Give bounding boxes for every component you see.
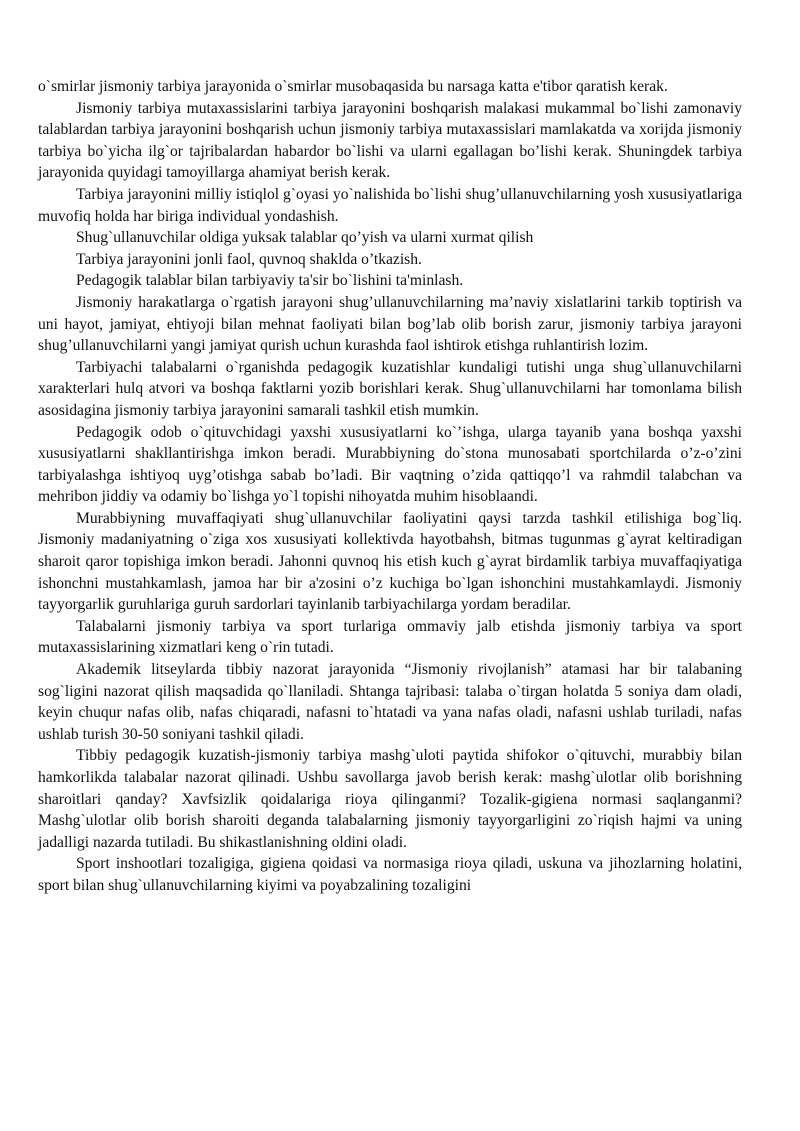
paragraph-continuation: o`smirlar jismoniy tarbiya jarayonida o`smirlar musobaqasida bu narsaga katta e'tibor qaratish kerak. xyxy=(38,78,668,95)
paragraph: Pedagogik odob o`qituvchidagi yaxshi xususiyatlarni ko`’ishga, ularga tayanib yana boshqa yaxshi xususiyatlarni shakllantirishga imkon beradi. Murabbiyning do`stona munosabati sportchilarda o’z-o’zini tarbiyalashga ishtiyoq uyg’otishga sabab bo’ladi. Bir vaqtning o’zida qattiqqo’l va rahmdil talabchan va mehribon jiddiy va odamiy bo`lishga yo`l topishi nihoyatda muhim hisoblaandi. xyxy=(38,423,742,506)
paragraph: Sport inshootlari tozaligiga, gigiena qoidasi va normasiga rioya qiladi, uskuna va jihozlarning holatini, sport bilan shug`ullanuvchilarning kiyimi va poyabzalining tozaligini xyxy=(38,855,742,894)
paragraph: Tarbiya jarayonini milliy istiqlol g`oyasi yo`nalishida bo`lishi shug’ullanuvchilarning yosh xususiyatlariga muvofiq holda har biriga individual yondashish. xyxy=(38,185,742,225)
paragraph: Jismoniy tarbiya mutaxassislarini tarbiya jarayonini boshqarish malakasi mukammal bo`lishi zamonaviy talablardan tarbiya jarayonini boshqarish uchun jismoniy tarbiya mutaxassislari mamlakatda va xorijda jismoniy tarbiya bo`yicha ilg`or tajribalardan habardor bo`lishi va ularni egallagan bo’lishi kerak. Shuningdek tarbiya jarayonida quyidagi tamoyillarga ahamiyat berish kerak. xyxy=(38,99,742,182)
paragraph: Akademik litseylarda tibbiy nazorat jarayonida “Jismoniy rivojlanish” atamasi har bir talabaning sog`ligini nazorat qilish maqsadida qo`llaniladi. Shtanga tajribasi: talaba o`tirgan holatda 5 soniya dam oladi, keyin chuqur nafas olib, nafas chiqaradi, nafasni to`htatadi va yana nafas oladi, nafasni ushlab turiladi, nafas ushlab turish 30-50 soniyani tashkil qiladi. xyxy=(38,661,742,743)
paragraph: Jismoniy harakatlarga o`rgatish jarayoni shug’ullanuvchilarning ma’naviy xislatlarini tarkib toptirish va uni hayot, jamiyat, ehtiyoji bilan mehnat faoliyati bilan bog’lab olib borish zarur, jismoniy tarbiya jarayoni shug’ullanuvchilarni yangi jamiyat qurish uchun kurashda faol ishtirok etishga ruhlantirish lozim. xyxy=(38,293,742,355)
paragraph: Shug`ullanuvchilar oldiga yuksak talablar qo’yish va ularni xurmat qilish xyxy=(76,229,534,247)
paragraph: Pedagogik talablar bilan tarbiyaviy ta'sir bo`lishini ta'minlash. xyxy=(76,272,464,290)
paragraph: Talabalarni jismoniy tarbiya va sport turlariga ommaviy jalb etishda jismoniy tarbiya va sport mutaxassislarining xizmatlari keng o`rin tutadi. xyxy=(38,617,742,657)
document-page xyxy=(38,76,742,897)
paragraph: Tibbiy pedagogik kuzatish-jismoniy tarbiya mashg`uloti paytida shifokor o`qituvchi, murabbiy bilan hamkorlikda talabalar nazorat qilinadi. Ushbu savollarga javob berish kerak: mashg`ulotlar olib borishning sharoitlari qanday? Xavfsizlik qoidalariga rioya qilinganmi? Tozalik-gigiena normasi saqlanganmi? Mashg`ulotlar olib borish sharoiti deganda talabalarning jismoniy tayyorgarligini zo`riqish hajmi va uning jadalligi nazarda tutiladi. Bu shikastlanishning oldini oladi. xyxy=(38,747,742,851)
paragraph: Tarbiyachi talabalarni o`rganishda pedagogik kuzatishlar kundaligi tutishi unga shug`ullanuvchilarni xarakterlari hulq atvori va boshqa faktlarni yozib borishlari kerak. Shug`ullanuvchilarni har tomonlama bilish asosidagina jismoniy tarbiya jarayonini samarali tashkil etish mumkin. xyxy=(38,358,742,419)
paragraph: Tarbiya jarayonini jonli faol, quvnoq shaklda o’tkazish. xyxy=(76,250,422,268)
paragraph: Murabbiyning muvaffaqiyati shug`ullanuvchilar faoliyatini qaysi tarzda tashkil etilishiga bog`liq. Jismoniy madaniyatning o`ziga xos xususiyati kollektivda hayotbahsh, bitmas tugunmas g`ayrat keltiradigan sharoit qaror topishiga imkon beradi. Jahonni quvnoq his etish kuch g`ayrat birdamlik tarbiya muvaffaqiyatiga ishonchni mustahkamlash, jamoa har bir a'zosini o’z kuchiga bo`lgan ishonchini mustahkamlaydi. Jismoniy tayyorgarlik guruhlariga guruh sardorlari tayinlanib tarbiyachilarga yordam beradilar. xyxy=(38,509,742,614)
